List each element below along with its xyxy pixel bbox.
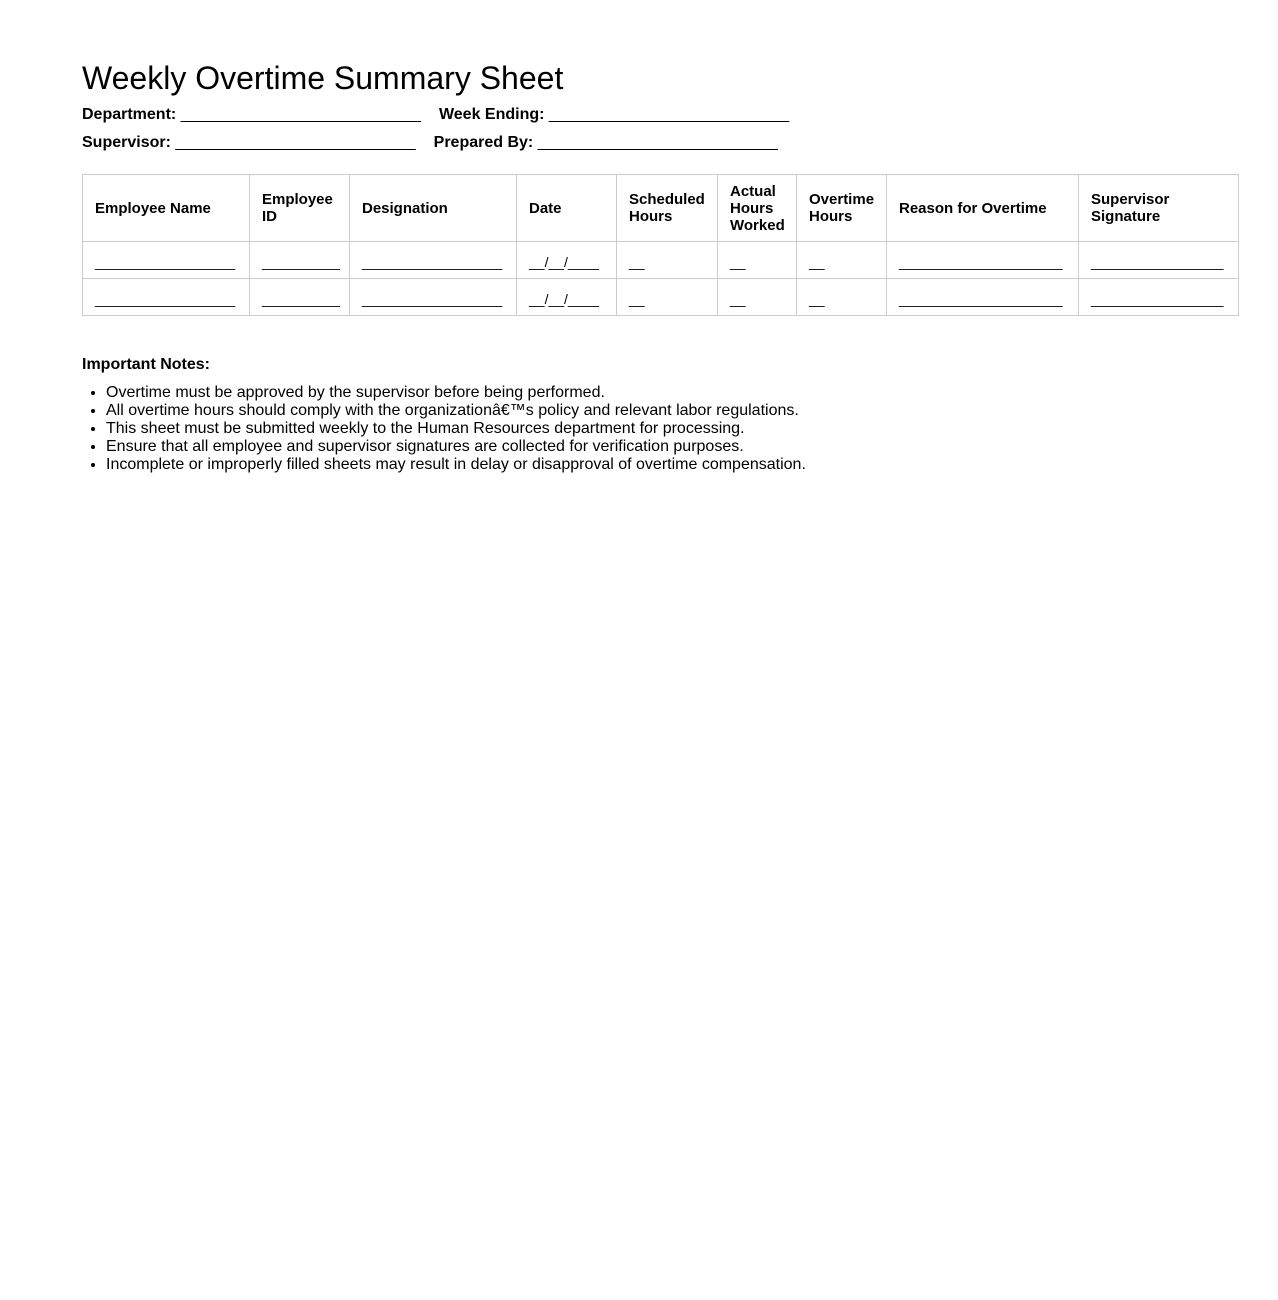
table-header-row xyxy=(83,175,1239,242)
employee-name-cell[interactable]: __________________ xyxy=(83,279,250,316)
list-item: • Ensure that all employee and supervisor signatures are collected for verification purposes. xyxy=(106,438,1238,456)
table-row xyxy=(83,279,1239,316)
designation-cell[interactable]: __________________ xyxy=(350,242,517,279)
page-title: Weekly Overtime Summary Sheet xyxy=(82,60,564,96)
prepared-by-label: Prepared By: xyxy=(433,134,534,151)
reason-cell[interactable]: _____________________ xyxy=(887,279,1079,316)
list-item: • Overtime must be approved by the supervisor before being performed. xyxy=(106,384,1238,402)
scheduled-hours-cell[interactable]: __ xyxy=(617,279,718,316)
overtime-hours-cell[interactable]: __ xyxy=(797,242,887,279)
date-cell[interactable]: __/__/____ xyxy=(517,242,617,279)
notes-title: Important Notes: xyxy=(82,356,210,373)
list-item: • This sheet must be submitted weekly to the Human Resources department for processing. xyxy=(106,420,1238,438)
department-field[interactable]: ___________________________ xyxy=(180,106,421,123)
overtime-table xyxy=(82,174,1239,316)
department-label: Department: xyxy=(82,106,177,123)
header-fields-row-2 xyxy=(82,129,1238,157)
column-header: Actual Hours Worked xyxy=(718,175,797,242)
overtime-hours-cell[interactable]: __ xyxy=(797,279,887,316)
notes-list xyxy=(82,384,1238,474)
supervisor-label: Supervisor: xyxy=(82,134,171,151)
week-ending-label: Week Ending: xyxy=(438,106,545,123)
supervisor-signature-cell[interactable]: _________________ xyxy=(1079,242,1239,279)
list-item: • Incomplete or improperly filled sheets may result in delay or disapproval of overtime compensation. xyxy=(106,456,1238,474)
column-header: Scheduled Hours xyxy=(617,175,718,242)
table-row xyxy=(83,242,1239,279)
week-ending-field[interactable]: ___________________________ xyxy=(548,106,790,123)
column-header: Overtime Hours xyxy=(797,175,887,242)
column-header: Date xyxy=(517,175,617,242)
actual-hours-cell[interactable]: __ xyxy=(718,279,797,316)
column-header: Employee Name xyxy=(83,175,250,242)
header-fields-row-1 xyxy=(82,101,1238,129)
list-item: • All overtime hours should comply with the organizationâ€™s policy and relevant labor regulations. xyxy=(106,402,1238,420)
employee-name-cell[interactable]: __________________ xyxy=(83,242,250,279)
date-cell[interactable]: __/__/____ xyxy=(517,279,617,316)
supervisor-field[interactable]: ___________________________ xyxy=(175,134,416,151)
employee-id-cell[interactable]: __________ xyxy=(250,279,350,316)
column-header: Reason for Overtime xyxy=(887,175,1079,242)
scheduled-hours-cell[interactable]: __ xyxy=(617,242,718,279)
column-header: Employee ID xyxy=(250,175,350,242)
reason-cell[interactable]: _____________________ xyxy=(887,242,1079,279)
designation-cell[interactable]: __________________ xyxy=(350,279,517,316)
column-header: Supervisor Signature xyxy=(1079,175,1239,242)
column-header: Designation xyxy=(350,175,517,242)
overtime-sheet xyxy=(82,58,1238,474)
employee-id-cell[interactable]: __________ xyxy=(250,242,350,279)
supervisor-signature-cell[interactable]: _________________ xyxy=(1079,279,1239,316)
prepared-by-field[interactable]: ___________________________ xyxy=(537,134,778,151)
actual-hours-cell[interactable]: __ xyxy=(718,242,797,279)
